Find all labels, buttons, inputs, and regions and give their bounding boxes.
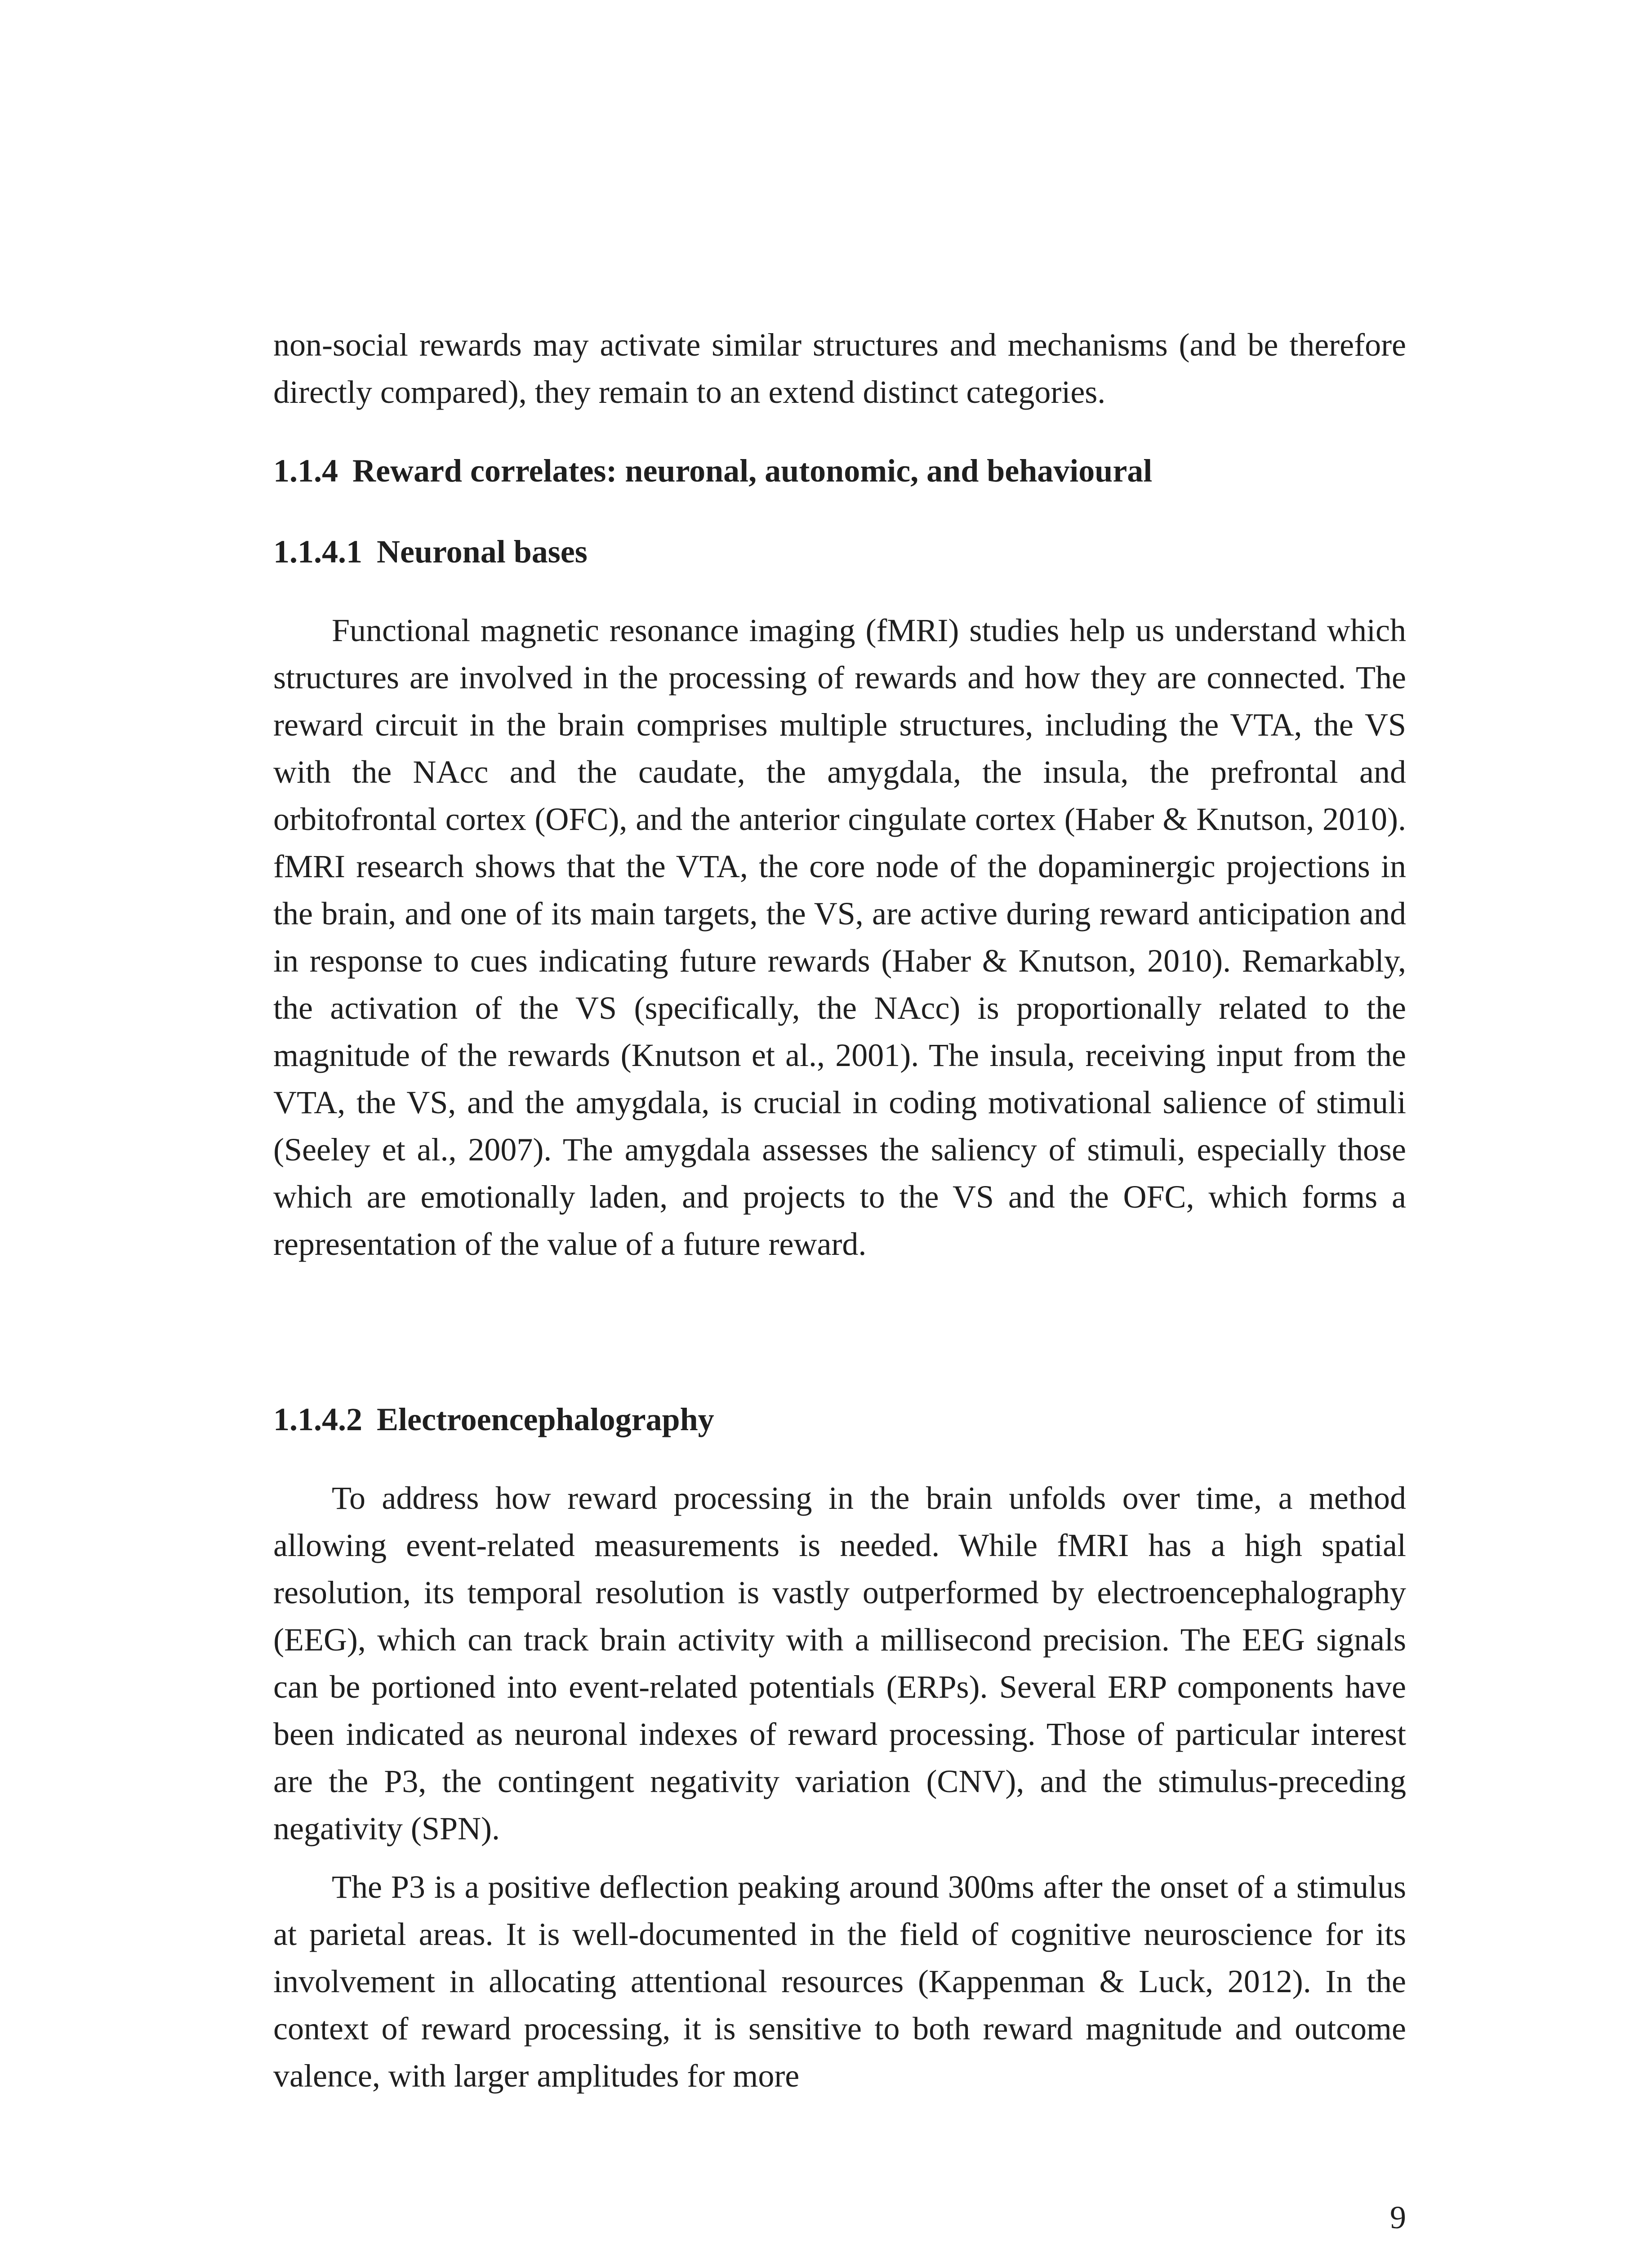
section-heading-1-1-4-1 [273,528,1406,575]
body-paragraph: To address how reward processing in the brain unfolds over time, a method allowing event-related measurements is needed. While fMRI has a high spatial resolution, its temporal resolution is vastly outperformed by electroencephalography (EEG), which can track brain activity with a millisecond precision. The EEG signals can be portioned into event-related potentials (ERPs). Several ERP components have been indicated as neuronal indexes of reward processing. Those of particular interest are the P3, the contingent negativity variation (CNV), and the stimulus-preceding negativity (SPN). [273,1480,1406,1847]
body-paragraph: The P3 is a positive deflection peaking around 300ms after the onset of a stimulus at parietal areas. It is well-documented in the field of cognitive neuroscience for its involvement in allocating attentional resources (Kappenman & Luck, 2012). In the context of reward processing, it is sensitive to both reward magnitude and outcome valence, with larger amplitudes for more [273,1869,1406,2094]
eeg-block-1 [273,1475,1406,1852]
section-heading-1-1-4 [273,447,1406,495]
section-number: 1.1.4.2 [273,1401,362,1437]
body-paragraph: Functional magnetic resonance imaging (fMRI) studies help us understand which structures are involved in the processing of rewards and how they are connected. The reward circuit in the brain comprises multiple structures, including the VTA, the VS with the NAcc and the caudate, the amygdala, the insula, the prefrontal and orbitofrontal cortex (OFC), and the anterior cingulate cortex (Haber & Knutson, 2010). fMRI research shows that the VTA, the core node of the dopaminergic projections in the brain, and one of its main targets, the VS, are active during reward anticipation and in response to cues indicating future rewards (Haber & Knutson, 2010). Remarkably, the activation of the VS (specifically, the NAcc) is proportionally related to the magnitude of the rewards (Knutson et al., 2001). The insula, receiving input from the VTA, the VS, and the amygdala, is crucial in coding motivational salience of stimuli (Seeley et al., 2007). The amygdala assesses the saliency of stimuli, especially those which are emotionally laden, and projects to the VS and the OFC, which forms a representation of the value of a future reward. [273,612,1406,1262]
page-number: 9 [1390,2199,1406,2235]
section-title-text: Neuronal bases [377,534,588,570]
neuronal-bases-block [273,607,1406,1268]
intro-block [273,321,1406,416]
section-title-1-1-4 [273,447,1406,495]
section-title-text: Reward correlates: neuronal, autonomic, and behavioural [352,453,1153,489]
section-number: 1.1.4 [273,453,338,489]
eeg-block-2 [273,1864,1406,2100]
section-title-1-1-4-1 [273,528,1406,575]
section-title-text: Electroencephalography [377,1401,714,1437]
intro-paragraph: non-social rewards may activate similar structures and mechanisms (and be therefore directly compared), they remain to an extend distinct categories. [273,327,1406,410]
section-title-1-1-4-2 [273,1396,1406,1443]
section-number: 1.1.4.1 [273,534,362,570]
section-heading-1-1-4-2 [273,1396,1406,1443]
